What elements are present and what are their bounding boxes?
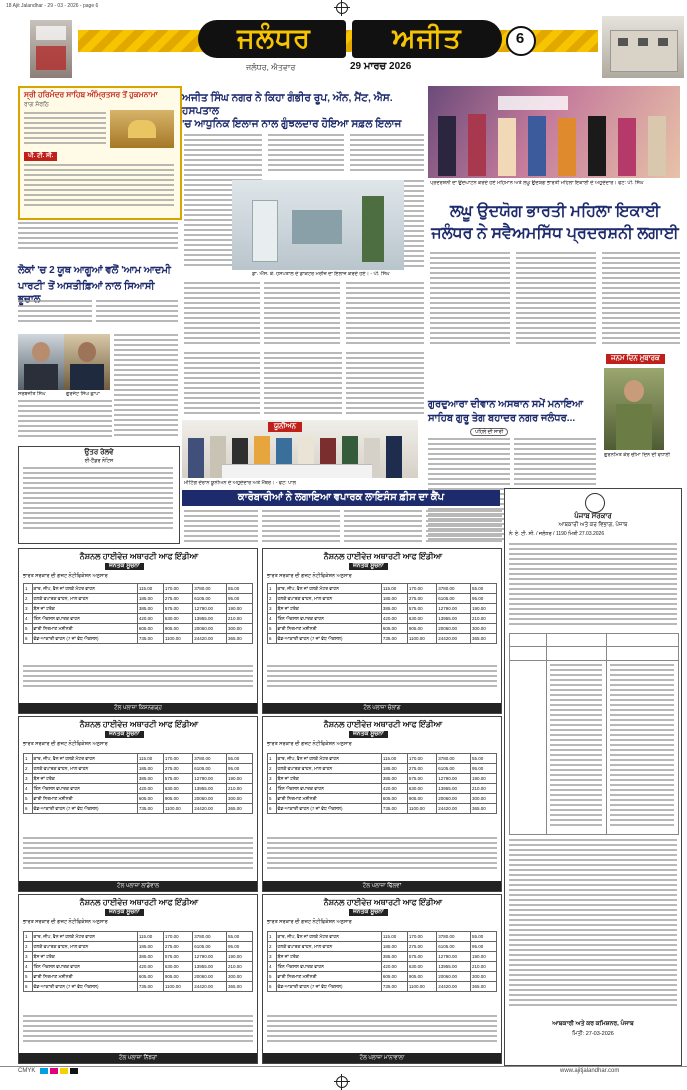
page-number: 6 xyxy=(515,30,525,47)
masthead-date: 29 ਮਾਰਚ 2026 xyxy=(350,61,412,72)
ad-box xyxy=(262,548,502,714)
footer-color-bar: CMYK xyxy=(18,1068,36,1074)
golden-temple-photo xyxy=(110,110,174,148)
ad-box xyxy=(18,716,258,892)
ad-title: ਨੈਸ਼ਨਲ ਹਾਈਵੇਜ਼ ਅਥਾਰਟੀ ਆਫ ਇੰਡੀਆ xyxy=(79,898,199,907)
ad-box xyxy=(262,894,502,1064)
ptc-label: ਪੀ. ਟੀ. ਸੀ. xyxy=(24,152,57,161)
toll-rate-table: 1 ਕਾਰ, ਜੀਪ, ਵੈਨ ਜਾਂ ਹਲਕੇ ਮੋਟਰ ਵਾਹਨ 115.00 170.00 3780.00 55.00 2 ਹਲਕੇ ਵਪਾਰਕ ਵਾਹਨ, ਮਾਲ ਵਾਹਨ 185.00 275.00 6105.00 95.00 3 ਬੱਸ ਜਾਂ ਟਰੱਕ 385.00 575.00 12790.00 190.00 4 ਤਿੰਨ ਐਕਸਲ ਵਪਾਰਕ ਵਾਹਨ 420.00 630.00 13955.00 210.00 5 ਭਾਰੀ ਨਿਰਮਾਣ ਮਸ਼ੀਨਰੀ 605.00 905.00 20060.00 300.00 6 ਵੱਡ-ਆਕਾਰੀ ਵਾਹਨ (7 ਜਾਂ ਵੱਧ ਐਕਸਲ) 735.00 1100.00 24420.00 365.00 xyxy=(23,931,253,992)
portrait-2 xyxy=(64,334,110,390)
ad-tag: ਜਨਤਕ ਸੂਚਨਾ xyxy=(105,731,144,738)
ad-title: ਨੈਸ਼ਨਲ ਹਾਈਵੇਜ਼ ਅਥਾਰਟੀ ਆਫ ਇੰਡੀਆ xyxy=(323,552,443,561)
gurbani-sub: ਰਾਗ ਸੋਰਠਿ xyxy=(24,102,49,108)
group-photo-banner: ਯੂਨੀਅਨ xyxy=(268,422,302,432)
govt-notice-footer-1: ਆਬਕਾਰੀ ਅਤੇ ਕਰ ਕਮਿਸ਼ਨਰ, ਪੰਜਾਬ xyxy=(552,1021,634,1027)
govt-notice-title: ਪੰਜਾਬ ਸਰਕਾਰ xyxy=(574,513,612,520)
gurdwara-headline-1: ਗੁਰਦੁਆਰਾ ਦੀਵਾਨ ਅਸਥਾਨ ਸਮੇਂ ਮਨਾਇਆ xyxy=(428,399,584,410)
ad-note: ਭਾਰਤ ਸਰਕਾਰ ਦੀ ਗਜ਼ਟ ਨੋਟੀਫਿਕੇਸ਼ਨ ਅਨੁਸਾਰ xyxy=(267,573,352,579)
ad-footer: ਟੋਲ ਪਲਾਜ਼ਾ ਕਿਸ਼ਨਗੜ੍ਹ xyxy=(19,703,257,713)
ad-footer: ਟੋਲ ਪਲਾਜ਼ਾ ਚੋਲਾਂਗ xyxy=(263,703,501,713)
ad-box xyxy=(18,548,258,714)
ad-footer: ਟੋਲ ਪਲਾਜ਼ਾ ਲਾਡੋਵਾਲ xyxy=(19,881,257,891)
ad-title: ਨੈਸ਼ਨਲ ਹਾਈਵੇਜ਼ ਅਥਾਰਟੀ ਆਫ ਇੰਡੀਆ xyxy=(79,720,199,729)
masthead-paper-name: ਅਜੀਤ xyxy=(392,23,462,53)
ad-tag: ਜਨਤਕ ਸੂਚਨਾ xyxy=(105,563,144,570)
emblem-icon xyxy=(585,493,605,513)
toll-rate-table: 1 ਕਾਰ, ਜੀਪ, ਵੈਨ ਜਾਂ ਹਲਕੇ ਮੋਟਰ ਵਾਹਨ 115.00 170.00 3780.00 55.00 2 ਹਲਕੇ ਵਪਾਰਕ ਵਾਹਨ, ਮਾਲ ਵਾਹਨ 185.00 275.00 6105.00 95.00 3 ਬੱਸ ਜਾਂ ਟਰੱਕ 385.00 575.00 12790.00 190.00 4 ਤਿੰਨ ਐਕਸਲ ਵਪਾਰਕ ਵਾਹਨ 420.00 630.00 13955.00 210.00 5 ਭਾਰੀ ਨਿਰਮਾਣ ਮਸ਼ੀਨਰੀ 605.00 905.00 20060.00 300.00 6 ਵੱਡ-ਆਕਾਰੀ ਵਾਹਨ (7 ਜਾਂ ਵੱਧ ਐਕਸਲ) 735.00 1100.00 24420.00 365.00 xyxy=(267,753,497,814)
ad-title: ਨੈਸ਼ਨਲ ਹਾਈਵੇਜ਼ ਅਥਾਰਟੀ ਆਫ ਇੰਡੀਆ xyxy=(79,552,199,561)
hospital-headline-2: 'ਚ ਆਧੁਨਿਕ ਇਲਾਜ ਨਾਲ ਗੁੰਝਲਦਾਰ ਹੋਇਆ ਸਫ਼ਲ ਇਲਾਜ xyxy=(182,118,402,130)
govt-notice-sub: ਆਬਕਾਰੀ ਅਤੇ ਕਰ ਵਿਭਾਗ, ਪੰਜਾਬ xyxy=(558,522,628,528)
railway-notice-sub: ਈ-ਟੈਂਡਰ ਨੋਟਿਸ xyxy=(84,458,114,464)
toll-rate-table: 1 ਕਾਰ, ਜੀਪ, ਵੈਨ ਜਾਂ ਹਲਕੇ ਮੋਟਰ ਵਾਹਨ 115.00 170.00 3780.00 55.00 2 ਹਲਕੇ ਵਪਾਰਕ ਵਾਹਨ, ਮਾਲ ਵਾਹਨ 185.00 275.00 6105.00 95.00 3 ਬੱਸ ਜਾਂ ਟਰੱਕ 385.00 575.00 12790.00 190.00 4 ਤਿੰਨ ਐਕਸਲ ਵਪਾਰਕ ਵਾਹਨ 420.00 630.00 13955.00 210.00 5 ਭਾਰੀ ਨਿਰਮਾਣ ਮਸ਼ੀਨਰੀ 605.00 905.00 20060.00 300.00 6 ਵੱਡ-ਆਕਾਰੀ ਵਾਹਨ (7 ਜਾਂ ਵੱਧ ਐਕਸਲ) 735.00 1100.00 24420.00 365.00 xyxy=(267,931,497,992)
gurdwara-tag: ਪਹਿਲੇ ਦੀ ਸਾਰੀ xyxy=(470,428,508,436)
ad-footer: ਟੋਲ ਪਲਾਜ਼ਾ ਮਾਨਾਵਾਲਾ xyxy=(263,1053,501,1063)
exhibition-caption: ਪ੍ਰਦਰਸ਼ਨੀ ਦਾ ਉਦਘਾਟਨ ਕਰਦੇ ਹੋਏ ਮਹਿਮਾਨ ਅਤੇ ਲਘੂ ਉਦਯੋਗ ਭਾਰਤੀ ਮਹਿਲਾ ਇਕਾਈ ਦੇ ਅਹੁਦੇਦਾਰ। ਫੋਟੋ: ਪੀ. ਸਿੰਘ xyxy=(430,180,644,186)
hospital-photo xyxy=(232,180,404,270)
hospital-caption: ਡਾ. ਐੱਸ. ਕੇ. ਹਸਪਤਾਲ ਦੇ ਡਾਕਟਰ ਮਰੀਜ਼ ਦਾ ਇਲਾਜ ਕਰਦੇ ਹੋਏ। - ਪੀ. ਸਿੰਘ xyxy=(252,271,390,277)
ad-title: ਨੈਸ਼ਨਲ ਹਾਈਵੇਜ਼ ਅਥਾਰਟੀ ਆਫ ਇੰਡੀਆ xyxy=(323,898,443,907)
registration-mark-icon xyxy=(336,1076,348,1088)
ad-tag: ਜਨਤਕ ਸੂਚਨਾ xyxy=(349,731,388,738)
ad-tag: ਜਨਤਕ ਸੂਚਨਾ xyxy=(105,909,144,916)
aap-headline-1: ਲੋਕਾਂ 'ਚ 2 ਯੂਥ ਆਗੂਆਂ ਵਲੋਂ 'ਆਮ ਆਦਮੀ xyxy=(18,265,171,276)
ad-title: ਨੈਸ਼ਨਲ ਹਾਈਵੇਜ਼ ਅਥਾਰਟੀ ਆਫ ਇੰਡੀਆ xyxy=(323,720,443,729)
group-photo xyxy=(182,420,418,478)
govt-notice xyxy=(504,488,682,1066)
mahila-headline-2: ਜਲੰਧਰ ਨੇ ਸਵੈਅਮਸਿੱਧ ਪ੍ਰਦਰਸ਼ਨੀ ਲਗਾਈ xyxy=(431,225,679,242)
footer-url: www.ajitjalandhar.com xyxy=(560,1068,620,1074)
birthday-photo xyxy=(604,368,664,450)
gurdwara-headline-2: ਸਾਹਿਬ ਗੁਰੂ ਤੇਗ ਬਹਾਦਰ ਨਗਰ ਜਲੰਧਰ... xyxy=(428,413,576,424)
toll-rate-table: 1 ਕਾਰ, ਜੀਪ, ਵੈਨ ਜਾਂ ਹਲਕੇ ਮੋਟਰ ਵਾਹਨ 115.00 170.00 3780.00 55.00 2 ਹਲਕੇ ਵਪਾਰਕ ਵਾਹਨ, ਮਾਲ ਵਾਹਨ 185.00 275.00 6105.00 95.00 3 ਬੱਸ ਜਾਂ ਟਰੱਕ 385.00 575.00 12790.00 190.00 4 ਤਿੰਨ ਐਕਸਲ ਵਪਾਰਕ ਵਾਹਨ 420.00 630.00 13955.00 210.00 5 ਭਾਰੀ ਨਿਰਮਾਣ ਮਸ਼ੀਨਰੀ 605.00 905.00 20060.00 300.00 6 ਵੱਡ-ਆਕਾਰੀ ਵਾਹਨ (7 ਜਾਂ ਵੱਧ ਐਕਸਲ) 735.00 1100.00 24420.00 365.00 xyxy=(267,583,497,644)
hospital-headline-1: ਅਜੀਤ ਸਿੰਘ ਨਗਰ ਨੇ ਕਿਹਾ ਗੰਭੀਰ ਰੂਪ, ਔਨ, ਮੈਂਟ, ਐਸ. ਹਸਪਤਾਲ xyxy=(182,92,393,117)
ad-box xyxy=(262,716,502,892)
toll-rate-table: 1 ਕਾਰ, ਜੀਪ, ਵੈਨ ਜਾਂ ਹਲਕੇ ਮੋਟਰ ਵਾਹਨ 115.00 170.00 3780.00 55.00 2 ਹਲਕੇ ਵਪਾਰਕ ਵਾਹਨ, ਮਾਲ ਵਾਹਨ 185.00 275.00 6105.00 95.00 3 ਬੱਸ ਜਾਂ ਟਰੱਕ 385.00 575.00 12790.00 190.00 4 ਤਿੰਨ ਐਕਸਲ ਵਪਾਰਕ ਵਾਹਨ 420.00 630.00 13955.00 210.00 5 ਭਾਰੀ ਨਿਰਮਾਣ ਮਸ਼ੀਨਰੀ 605.00 905.00 20060.00 300.00 6 ਵੱਡ-ਆਕਾਰੀ ਵਾਹਨ (7 ਜਾਂ ਵੱਧ ਐਕਸਲ) 735.00 1100.00 24420.00 365.00 xyxy=(23,583,253,644)
print-slug: 18 Ajit Jalandhar - 29 - 03 - 2026 - page 6 xyxy=(6,3,99,9)
ad-note: ਭਾਰਤ ਸਰਕਾਰ ਦੀ ਗਜ਼ਟ ਨੋਟੀਫਿਕੇਸ਼ਨ ਅਨੁਸਾਰ xyxy=(267,919,352,925)
govt-notice-table xyxy=(509,633,679,835)
gurbani-box xyxy=(18,86,182,220)
ad-box xyxy=(18,894,258,1064)
ad-footer: ਟੋਲ ਪਲਾਜ਼ਾ ਢਿੱਲਵਾਂ xyxy=(263,881,501,891)
ad-note: ਭਾਰਤ ਸਰਕਾਰ ਦੀ ਗਜ਼ਟ ਨੋਟੀਫਿਕੇਸ਼ਨ ਅਨੁਸਾਰ xyxy=(23,573,108,579)
exhibition-photo xyxy=(428,86,680,178)
portrait-caption-2: ਗੁਰਜੰਟ ਸਿੰਘ ਛਾਪਾ xyxy=(66,391,100,397)
ad-tag: ਜਨਤਕ ਸੂਚਨਾ xyxy=(349,563,388,570)
ad-footer: ਟੋਲ ਪਲਾਜ਼ਾ ਨਿੱਝਰਾਂ xyxy=(19,1053,257,1063)
bottom-story-headline: ਕਾਰੋਬਾਰੀਆਂ ਨੇ ਲਗਾਇਆ ਵਪਾਰਕ ਲਾਇਸੰਸ ਫ਼ੀਸ ਦਾ ਕੈਂਪ xyxy=(237,492,445,503)
masthead-city: ਜਲੰਧਰ xyxy=(237,23,311,53)
masthead-left-image xyxy=(30,20,72,78)
masthead xyxy=(0,14,687,80)
birthday-label: ਜਨਮ ਦਿਨ ਮੁਬਾਰਕ xyxy=(606,354,665,364)
govt-notice-footer-2: ਮਿਤੀ: 27-03-2026 xyxy=(572,1031,614,1037)
ad-note: ਭਾਰਤ ਸਰਕਾਰ ਦੀ ਗਜ਼ਟ ਨੋਟੀਫਿਕੇਸ਼ਨ ਅਨੁਸਾਰ xyxy=(23,919,108,925)
masthead-right-image xyxy=(602,16,684,78)
portrait-caption-1: ਸਰਬਜੀਤ ਸਿੰਘ xyxy=(18,391,46,397)
ad-tag: ਜਨਤਕ ਸੂਚਨਾ xyxy=(349,909,388,916)
govt-notice-ref: ਨੰ: ਏ. ਟੀ. ਸੀ. / ਜਲੰਧਰ / 1190 ਮਿਤੀ 27.03.2026 xyxy=(509,531,605,537)
mahila-headline-1: ਲਘੂ ਉਦਯੋਗ ਭਾਰਤੀ ਮਹਿਲਾ ਇਕਾਈ xyxy=(449,203,661,220)
toll-rate-table: 1 ਕਾਰ, ਜੀਪ, ਵੈਨ ਜਾਂ ਹਲਕੇ ਮੋਟਰ ਵਾਹਨ 115.00 170.00 3780.00 55.00 2 ਹਲਕੇ ਵਪਾਰਕ ਵਾਹਨ, ਮਾਲ ਵਾਹਨ 185.00 275.00 6105.00 95.00 3 ਬੱਸ ਜਾਂ ਟਰੱਕ 385.00 575.00 12790.00 190.00 4 ਤਿੰਨ ਐਕਸਲ ਵਪਾਰਕ ਵਾਹਨ 420.00 630.00 13955.00 210.00 5 ਭਾਰੀ ਨਿਰਮਾਣ ਮਸ਼ੀਨਰੀ 605.00 905.00 20060.00 300.00 6 ਵੱਡ-ਆਕਾਰੀ ਵਾਹਨ (7 ਜਾਂ ਵੱਧ ਐਕਸਲ) 735.00 1100.00 24420.00 365.00 xyxy=(23,753,253,814)
railway-notice-title: ਉਤਰ ਰੇਲਵੇ xyxy=(84,449,114,456)
masthead-sub: ਜਲੰਧਰ, ਐਤਵਾਰ xyxy=(246,63,296,72)
group-photo-caption: ਮੀਟਿੰਗ ਦੌਰਾਨ ਯੂਨੀਅਨ ਦੇ ਅਹੁਦੇਦਾਰ ਅਤੇ ਮੈਂਬਰ। - ਫੋਟੋ: ਪਾਲ xyxy=(184,480,297,486)
gurbani-title: ਸ੍ਰੀ ਹਰਿਮੰਦਰ ਸਾਹਿਬ ਅੰਮ੍ਰਿਤਸਰ ਤੋਂ ਹੁਕਮਨਾਮਾ xyxy=(24,90,158,99)
ad-note: ਭਾਰਤ ਸਰਕਾਰ ਦੀ ਗਜ਼ਟ ਨੋਟੀਫਿਕੇਸ਼ਨ ਅਨੁਸਾਰ xyxy=(267,741,352,747)
birthday-caption: ਗੁਰਨਮਿਤ ਕੌਰ ਚੀਮਾ ਦਿਨ ਦੀ ਵਧਾਈ xyxy=(604,452,671,458)
ad-note: ਭਾਰਤ ਸਰਕਾਰ ਦੀ ਗਜ਼ਟ ਨੋਟੀਫਿਕੇਸ਼ਨ ਅਨੁਸਾਰ xyxy=(23,741,108,747)
registration-mark-icon xyxy=(336,2,348,14)
portrait-1 xyxy=(18,334,64,390)
railway-notice xyxy=(18,446,180,544)
aap-headline-2: ਪਾਰਟੀ' ਤੋਂ ਅਸਤੀਫ਼ਿਆਂ ਨਾਲ ਸਿਆਸੀ xyxy=(18,281,155,292)
